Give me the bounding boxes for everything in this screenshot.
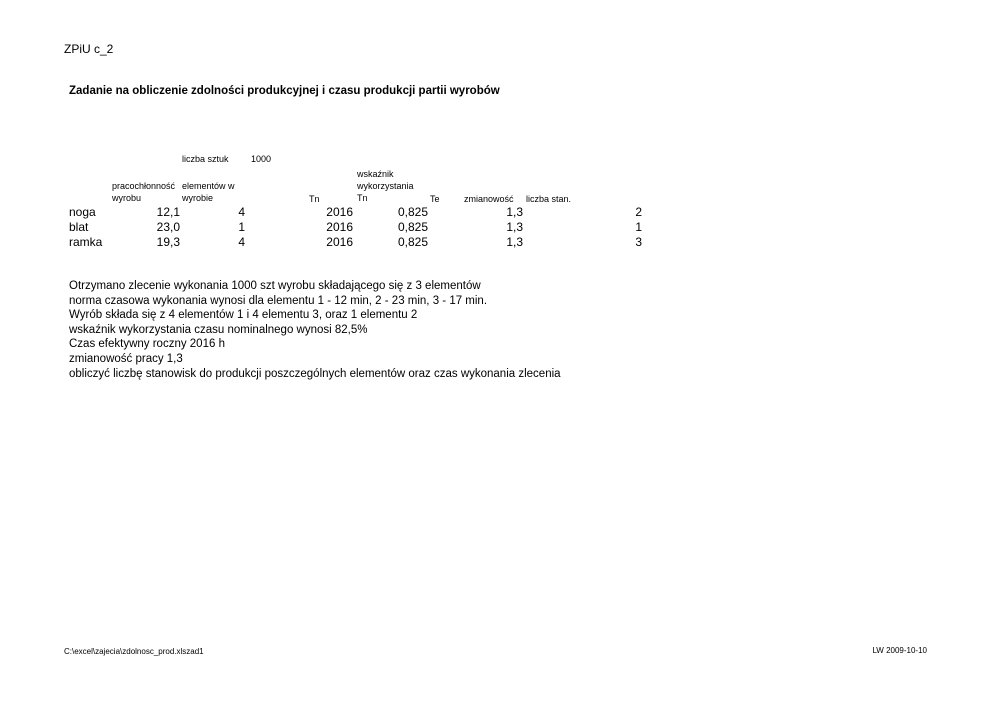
row-name: blat <box>69 220 89 234</box>
row-labor: 23,0 <box>156 220 180 234</box>
description-line: norma czasowa wykonania wynosi dla elementu 1 - 12 min, 2 - 23 min, 3 - 17 min. <box>69 294 488 307</box>
header-te: Te <box>430 194 440 204</box>
row-shift: 1,3 <box>506 205 523 219</box>
row-labor: 19,3 <box>156 235 180 249</box>
description-line: zmianowość pracy 1,3 <box>69 352 183 365</box>
row-tn: 2016 <box>326 220 353 234</box>
page-heading: Zadanie na obliczenie zdolności produkcyjnej i czasu produkcji partii wyrobów <box>69 85 500 97</box>
header-shift: zmianowość <box>464 194 514 204</box>
description-line: Wyrób składa się z 4 elementów 1 i 4 elementu 3, oraz 1 elementu 2 <box>69 309 418 322</box>
header-elements-line2: wyrobie <box>182 193 214 203</box>
description-line: wskaźnik wykorzystania czasu nominalnego wynosi 82,5% <box>69 323 368 336</box>
row-stations: 1 <box>635 220 642 234</box>
row-shift: 1,3 <box>506 235 523 249</box>
row-tn: 2016 <box>326 235 353 249</box>
row-tn: 2016 <box>326 205 353 219</box>
row-util: 0,825 <box>397 235 428 249</box>
header-util-line1: wskaźnik <box>357 169 394 179</box>
quantity-value: 1000 <box>251 154 272 164</box>
row-labor: 12,1 <box>156 205 180 219</box>
row-util: 0,825 <box>397 205 428 219</box>
sheet-title: ZPiU c_2 <box>64 42 114 56</box>
row-stations: 2 <box>635 205 642 219</box>
header-util-line2: wykorzystania <box>357 181 414 191</box>
header-stations: liczba stan. <box>526 194 572 204</box>
header-elements-line1: elementów w <box>182 181 235 191</box>
row-shift: 1,3 <box>506 220 523 234</box>
row-elements: 4 <box>238 235 245 249</box>
row-util: 0,825 <box>397 220 428 234</box>
header-tn: Tn <box>309 194 320 204</box>
description-line: obliczyć liczbę stanowisk do produkcji poszczególnych elementów oraz czas wykonania zlecenia <box>69 367 561 380</box>
footer-date: LW 2009-10-10 <box>872 646 927 655</box>
task-description <box>69 279 561 381</box>
description-line: Otrzymano zlecenie wykonania 1000 szt wyrobu składającego się z 3 elementów <box>69 280 481 292</box>
description-line: Czas efektywny roczny 2016 h <box>69 338 225 351</box>
header-labor-line1: pracochłonność <box>112 181 176 191</box>
row-elements: 4 <box>238 205 245 219</box>
row-stations: 3 <box>635 235 642 249</box>
quantity-label: liczba sztuk <box>182 154 229 164</box>
header-labor-line2: wyrobu <box>112 193 142 203</box>
row-name: ramka <box>69 235 103 249</box>
row-elements: 1 <box>238 220 245 234</box>
row-name: noga <box>69 205 96 219</box>
header-util-line3: Tn <box>357 193 368 203</box>
footer-file-path: C:\excel\zajecia\zdolnosc_prod.xlszad1 <box>64 647 204 656</box>
